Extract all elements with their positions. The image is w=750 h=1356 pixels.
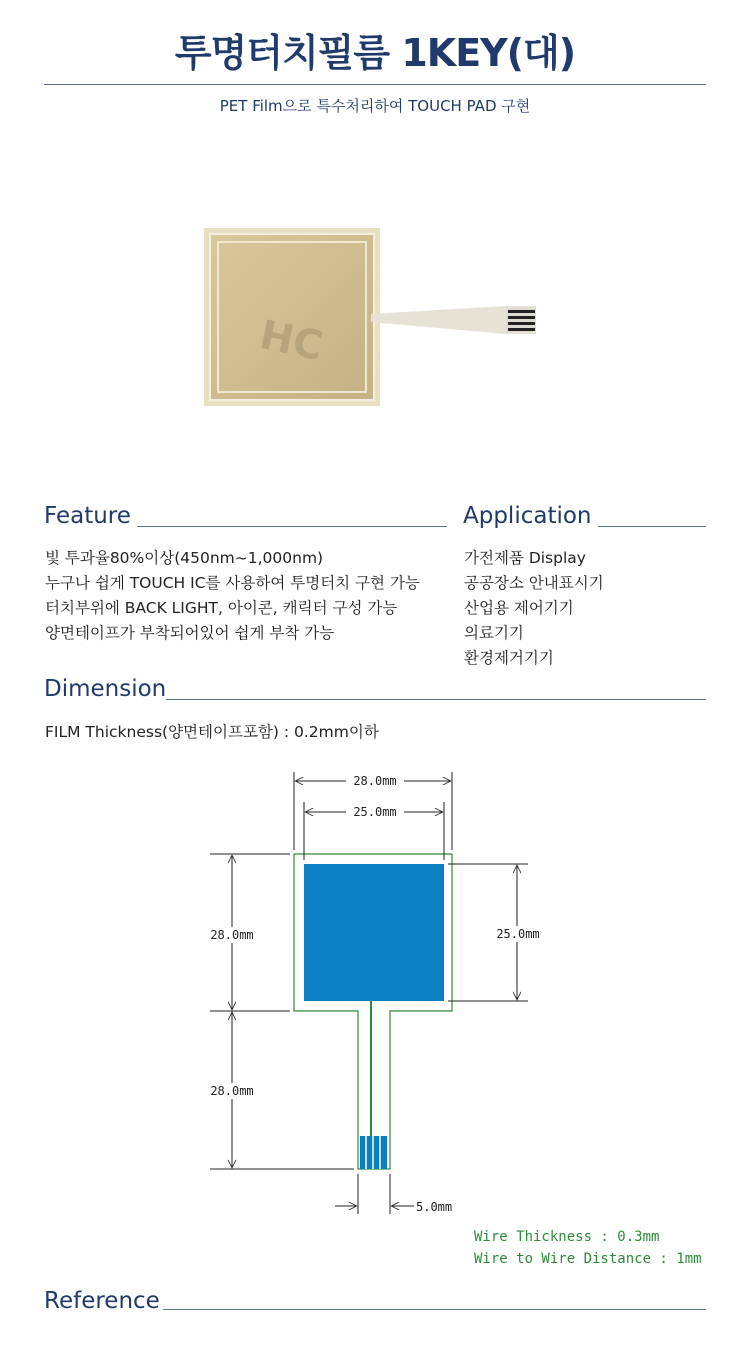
- dim-label-top-inner: 25.0mm: [353, 805, 397, 819]
- watermark-logo: HC: [255, 311, 327, 371]
- title-divider: [44, 84, 706, 85]
- feature-item: 양면테이프가 부착되어있어 쉽게 부착 가능: [45, 624, 335, 642]
- application-item: 산업용 제어기기: [464, 599, 574, 617]
- feature-divider: [137, 526, 447, 527]
- application-heading: Application: [463, 503, 592, 529]
- dimension-heading: Dimension: [44, 676, 167, 702]
- touch-film-photo: [196, 222, 556, 414]
- dim-label-left-lower: 28.0mm: [210, 1084, 254, 1098]
- dim-label-right: 25.0mm: [496, 927, 540, 941]
- touch-pad-area: [304, 864, 444, 1001]
- page-title: 투명터치필름 1KEY(대): [174, 31, 576, 75]
- dimension-drawing: [190, 764, 720, 1274]
- feature-item: 누구나 쉽게 TOUCH IC를 사용하여 투명터치 구현 가능: [45, 574, 420, 592]
- dim-label-bottom: 5.0mm: [416, 1200, 453, 1214]
- feature-item: 터치부위에 BACK LIGHT, 아이콘, 캐릭터 구성 가능: [45, 599, 398, 617]
- film-thickness: FILM Thickness(양면테이프포함) : 0.2mm이하: [45, 723, 379, 741]
- reference-divider: [163, 1309, 706, 1310]
- reference-heading: Reference: [44, 1288, 160, 1314]
- dim-label-left-upper: 28.0mm: [210, 928, 254, 942]
- feature-heading: Feature: [44, 503, 131, 529]
- application-item: 의료기기: [464, 624, 524, 642]
- feature-item: 빛 투과율80%이상(450nm~1,000nm): [45, 549, 324, 567]
- application-item: 가전제품 Display: [464, 549, 586, 567]
- application-divider: [598, 526, 706, 527]
- application-item: 공공장소 안내표시기: [464, 574, 604, 592]
- dimension-divider: [166, 699, 706, 700]
- dim-label-top-outer: 28.0mm: [353, 774, 397, 788]
- wire-distance-note: Wire to Wire Distance : 1mm: [474, 1251, 702, 1267]
- page-subtitle: PET Film으로 특수처리하여 TOUCH PAD 구현: [219, 97, 531, 115]
- wire-thickness-note: Wire Thickness : 0.3mm: [474, 1229, 660, 1245]
- application-item: 환경제거기기: [464, 649, 554, 667]
